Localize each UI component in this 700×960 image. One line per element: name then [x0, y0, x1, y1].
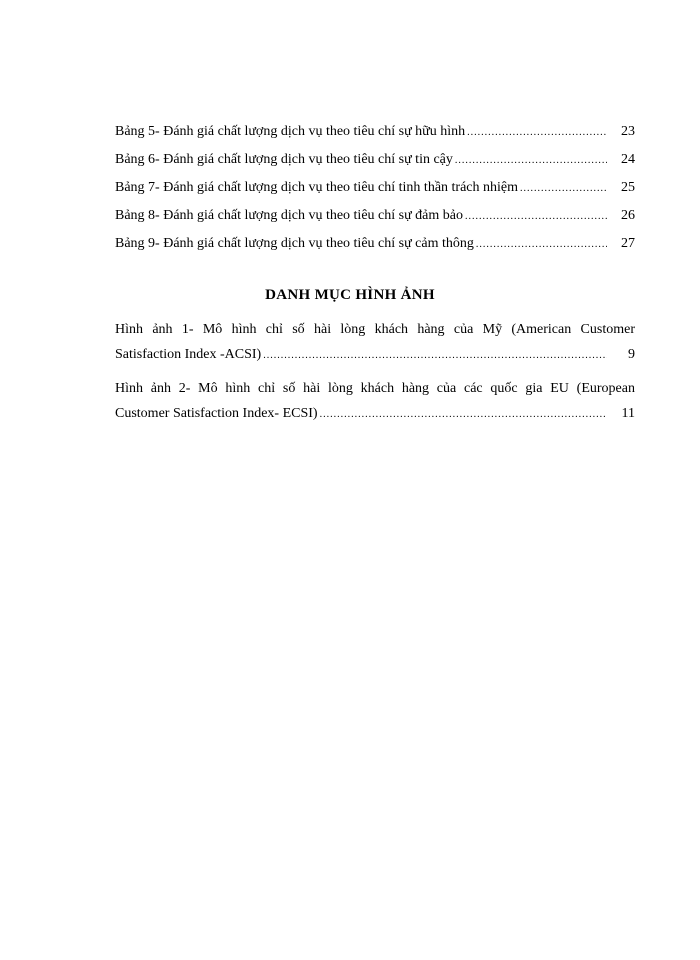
- table-of-figures: [115, 318, 635, 436]
- dot-leader: [520, 175, 607, 203]
- toc-entry-label: Bảng 7- Đánh giá chất lượng dịch vụ theo tiêu chí tinh thần trách nhiệm: [115, 180, 518, 195]
- dot-leader: [455, 147, 607, 175]
- dot-leader: [263, 342, 607, 370]
- toc-entry-table-9: [115, 230, 635, 258]
- toc-entry-page: 11: [621, 406, 635, 421]
- table-of-tables: [115, 118, 635, 258]
- toc-entry-page: 24: [621, 152, 635, 167]
- toc-entry-label: Bảng 6- Đánh giá chất lượng dịch vụ theo tiêu chí sự tin cậy: [115, 152, 453, 167]
- toc-entry-table-5: [115, 118, 635, 146]
- dot-leader: [320, 401, 607, 429]
- toc-entry-figure-2: [115, 377, 635, 429]
- toc-entry-label-line2: Satisfaction Index -ACSI): [115, 347, 262, 362]
- toc-entry-page: 26: [621, 208, 635, 223]
- toc-entry-label: Bảng 8- Đánh giá chất lượng dịch vụ theo tiêu chí sự đảm bảo: [115, 208, 463, 223]
- toc-entry-table-8: [115, 202, 635, 230]
- toc-entry-line2: [115, 401, 635, 429]
- toc-entry-page: 9: [628, 347, 635, 362]
- toc-entry-table-6: [115, 146, 635, 174]
- figures-section-heading: DANH MỤC HÌNH ẢNH: [265, 287, 435, 303]
- toc-entry-page: 25: [621, 180, 635, 195]
- toc-entry-line2: [115, 342, 635, 370]
- dot-leader: [465, 203, 607, 231]
- dot-leader: [467, 119, 607, 147]
- toc-entry-page: 23: [621, 124, 635, 139]
- toc-entry-label: Bảng 5- Đánh giá chất lượng dịch vụ theo tiêu chí sự hữu hình: [115, 124, 466, 139]
- toc-entry-label: Bảng 9- Đánh giá chất lượng dịch vụ theo tiêu chí sự cảm thông: [115, 236, 474, 251]
- toc-entry-label-line1: Hình ảnh 1- Mô hình chỉ số hài lòng khách hàng của Mỹ (American Customer: [115, 322, 635, 337]
- toc-entry-page: 27: [621, 236, 635, 251]
- dot-leader: [476, 231, 607, 259]
- toc-entry-figure-1: [115, 318, 635, 370]
- toc-entry-table-7: [115, 174, 635, 202]
- toc-entry-label-line2: Customer Satisfaction Index- ECSI): [115, 406, 318, 421]
- toc-entry-label-line1: Hình ảnh 2- Mô hình chỉ số hài lòng khách hàng của các quốc gia EU (European: [115, 381, 635, 396]
